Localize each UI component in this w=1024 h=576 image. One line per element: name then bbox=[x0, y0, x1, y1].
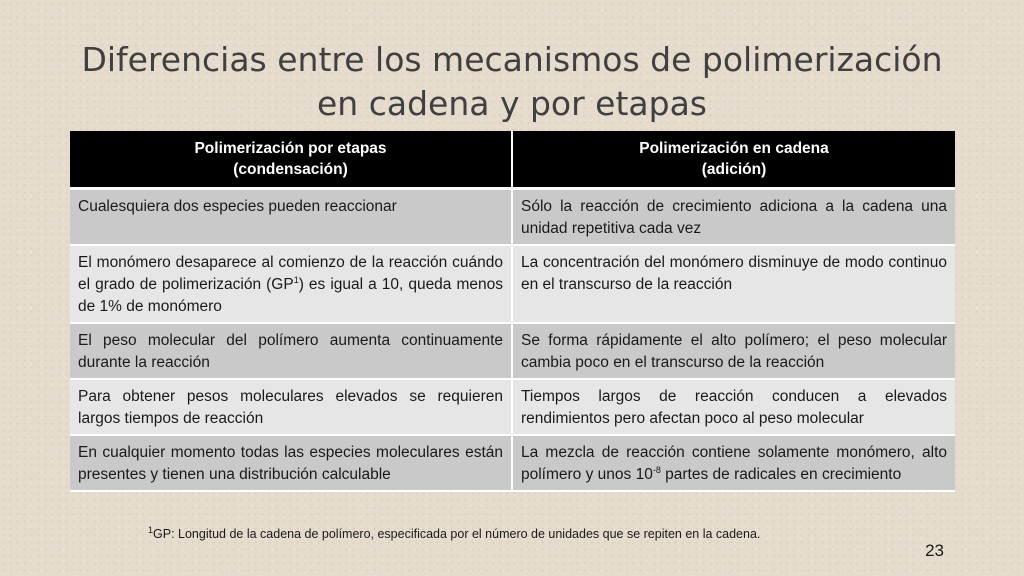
cell-text: partes de radicales en crecimiento bbox=[660, 466, 902, 483]
comparison-table bbox=[70, 131, 955, 492]
cell-chain: Tiempos largos de reacción conducen a elevados rendimientos pero afectan poco al peso molecular bbox=[512, 379, 955, 435]
header-step-line1: Polimerización por etapas bbox=[194, 140, 387, 157]
table-row bbox=[70, 245, 955, 323]
table-row bbox=[70, 189, 955, 246]
cell-text: ) es igual a 10, queda menos de 1% de monómero bbox=[78, 276, 503, 315]
header-step-polymerization bbox=[70, 131, 512, 189]
footnote-marker: 1 bbox=[148, 524, 154, 535]
footnote bbox=[148, 524, 761, 541]
footnote-text: GP: Longitud de la cadena de polímero, especificada por el número de unidades que se repiten en la cadena. bbox=[153, 527, 761, 541]
table-row bbox=[70, 435, 955, 491]
cell-chain: Sólo la reacción de crecimiento adiciona a la cadena una unidad repetitiva cada vez bbox=[512, 189, 955, 246]
cell-step: En cualquier momento todas las especies moleculares están presentes y tienen una distribución calculable bbox=[70, 435, 512, 491]
table-row bbox=[70, 379, 955, 435]
cell-text: La mezcla de reacción contiene solamente monómero, alto polímero y unos 10 bbox=[521, 444, 947, 483]
table-row bbox=[70, 323, 955, 379]
cell-step: El peso molecular del polímero aumenta continuamente durante la reacción bbox=[70, 323, 512, 379]
slide-title: Diferencias entre los mecanismos de polimerización en cadena y por etapas bbox=[81, 40, 943, 123]
header-chain-polymerization bbox=[512, 131, 955, 189]
cell-text: El monómero desaparece al comienzo de la reacción cuándo el grado de polimerización (GP bbox=[78, 254, 503, 293]
header-step-line2: (condensación) bbox=[233, 161, 348, 178]
footnote-ref: 1 bbox=[293, 274, 299, 285]
cell-step bbox=[70, 245, 512, 323]
cell-step: Para obtener pesos moleculares elevados se requieren largos tiempos de reacción bbox=[70, 379, 512, 435]
cell-chain: Se forma rápidamente el alto polímero; el peso molecular cambia poco en el transcurso de la reacción bbox=[512, 323, 955, 379]
cell-chain: La concentración del monómero disminuye de modo continuo en el transcurso de la reacción bbox=[512, 245, 955, 323]
header-chain-line1: Polimerización en cadena bbox=[639, 140, 829, 157]
page-number: 23 bbox=[925, 541, 944, 560]
header-chain-line2: (adición) bbox=[701, 161, 767, 178]
cell-step: Cualesquiera dos especies pueden reaccionar bbox=[70, 189, 512, 246]
table-header-row bbox=[70, 131, 955, 189]
cell-chain bbox=[512, 435, 955, 491]
exponent: -8 bbox=[652, 464, 661, 475]
